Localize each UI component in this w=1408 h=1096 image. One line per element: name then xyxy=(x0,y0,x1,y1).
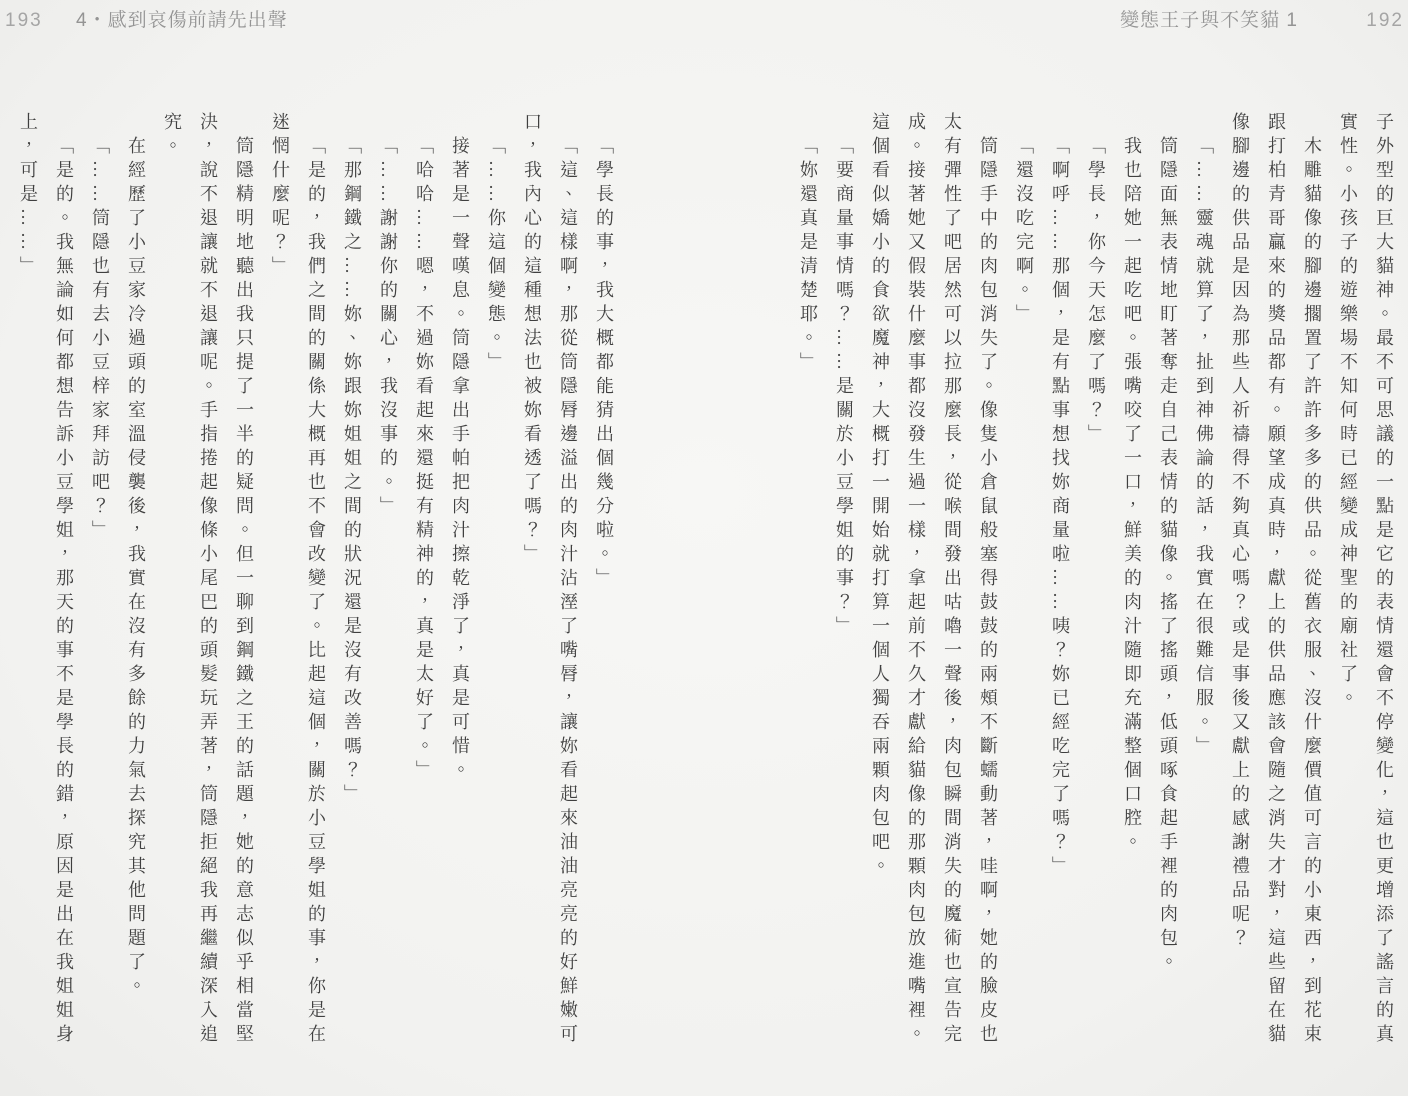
paragraph: 筒隱精明地聽出我只提了一半的疑問。但一聊到鋼鐵之王的話題，她的意志似乎相當堅決，說不退讓就不退讓呢。手指捲起像條小尾巴的頭髮玩弄著，筒隱拒絕我再繼續深入追究。 xyxy=(162,112,254,1048)
paragraph: 「那鋼鐵之……妳、妳跟妳姐姐之間的狀況還是沒有改善嗎？」 xyxy=(342,136,362,808)
paragraph: 「要商量事情嗎？……是關於小豆學姐的事？」 xyxy=(834,136,854,640)
page-right-text-block xyxy=(762,112,1402,1052)
paragraph: 子外型的巨大貓神。最不可思議的一點是它的表情還會不停變化，這也更增添了謠言的真實性。小孩子的遊樂場不知何時已經變成神聖的廟社了。 xyxy=(1338,112,1394,1048)
paragraph: 筒隱手中的肉包消失了。像隻小倉鼠般塞得鼓鼓的兩頰不斷蠕動著，哇啊，她的臉皮也太有彈性了吧居然可以拉那麼長，從喉間發出咕嚕一聲後，肉包瞬間消失的魔術也宣告完成。接著她又假裝什麼事都沒發生過一樣，拿起前不久才獻給貓像的那顆肉包放進嘴裡。這個看似嬌小的食欲魔神，大概打一開始就打算一個人獨吞兩顆肉包吧。 xyxy=(870,112,998,1048)
paragraph: 「妳還真是清楚耶。」 xyxy=(798,136,818,376)
paragraph: 「啊呼……那個，是有點事想找妳商量啦……咦？妳已經吃完了嗎？」 xyxy=(1050,136,1070,880)
paragraph: 我也陪她一起吃吧。張嘴咬了一口，鮮美的肉汁隨即充滿整個口腔。 xyxy=(1122,136,1142,856)
paragraph: 「這、這樣啊，那從筒隱脣邊溢出的肉汁沾溼了嘴脣，讓妳看起來油油亮亮的好鮮嫩可口，我內心的這種想法也被妳看透了嗎？」 xyxy=(522,112,578,1048)
book-title: 變態王子與不笑貓 1 xyxy=(1120,10,1298,31)
paragraph: 「哈哈……嗯，不過妳看起來還挺有精神的，真是太好了。」 xyxy=(414,136,434,784)
paragraph: 「學長的事，我大概都能猜出個幾分啦。」 xyxy=(594,136,614,592)
paragraph: 接著是一聲嘆息。筒隱拿出手帕把肉汁擦乾淨了，真是可惜。 xyxy=(450,136,470,784)
paragraph: 「是的。我無論如何都想告訴小豆學姐，那天的事不是學長的錯，原因是出在我姐姐身上，可是……」 xyxy=(18,112,74,1048)
paragraph: 「還沒吃完啊。」 xyxy=(1014,136,1034,328)
paragraph: 木雕貓像的腳邊擱置了許許多多的供品。從舊衣服、沒什麼價值可言的小東西，到花束跟打柏青哥贏來的獎品都有。願望成真時，獻上的供品應該會隨之消失才對，這些留在貓像腳邊的供品是因為那些人祈禱得不夠真心嗎？或是事後又獻上的感謝禮品呢？ xyxy=(1230,112,1322,1048)
paragraph: 「學長，你今天怎麼了嗎？」 xyxy=(1086,136,1106,448)
paragraph: 「……謝謝你的關心，我沒事的。」 xyxy=(378,136,398,520)
page-number-left: 193 xyxy=(5,10,43,31)
paragraph: 筒隱面無表情地盯著奪走自己表情的貓像。搖了搖頭，低頭啄食起手裡的肉包。 xyxy=(1158,136,1178,976)
paragraph: 「……你這個變態。」 xyxy=(486,136,506,376)
paragraph: 在經歷了小豆家冷過頭的室溫侵襲後，我實在沒有多餘的力氣去探究其他問題了。 xyxy=(126,136,146,1000)
running-head xyxy=(0,8,1408,34)
chapter-title: 4・感到哀傷前請先出聲 xyxy=(76,10,288,31)
paragraph: 「是的，我們之間的關係大概再也不會改變了。比起這個，關於小豆學姐的事，你是在迷惘什麼呢？」 xyxy=(270,112,326,1048)
page-left-text-block xyxy=(0,112,622,1052)
paragraph: 「……筒隱也有去小豆梓家拜訪吧？」 xyxy=(90,136,110,544)
paragraph: 「……靈魂就算了，扯到神佛論的話，我實在很難信服。」 xyxy=(1194,136,1214,760)
page-number-right: 192 xyxy=(1366,10,1404,31)
